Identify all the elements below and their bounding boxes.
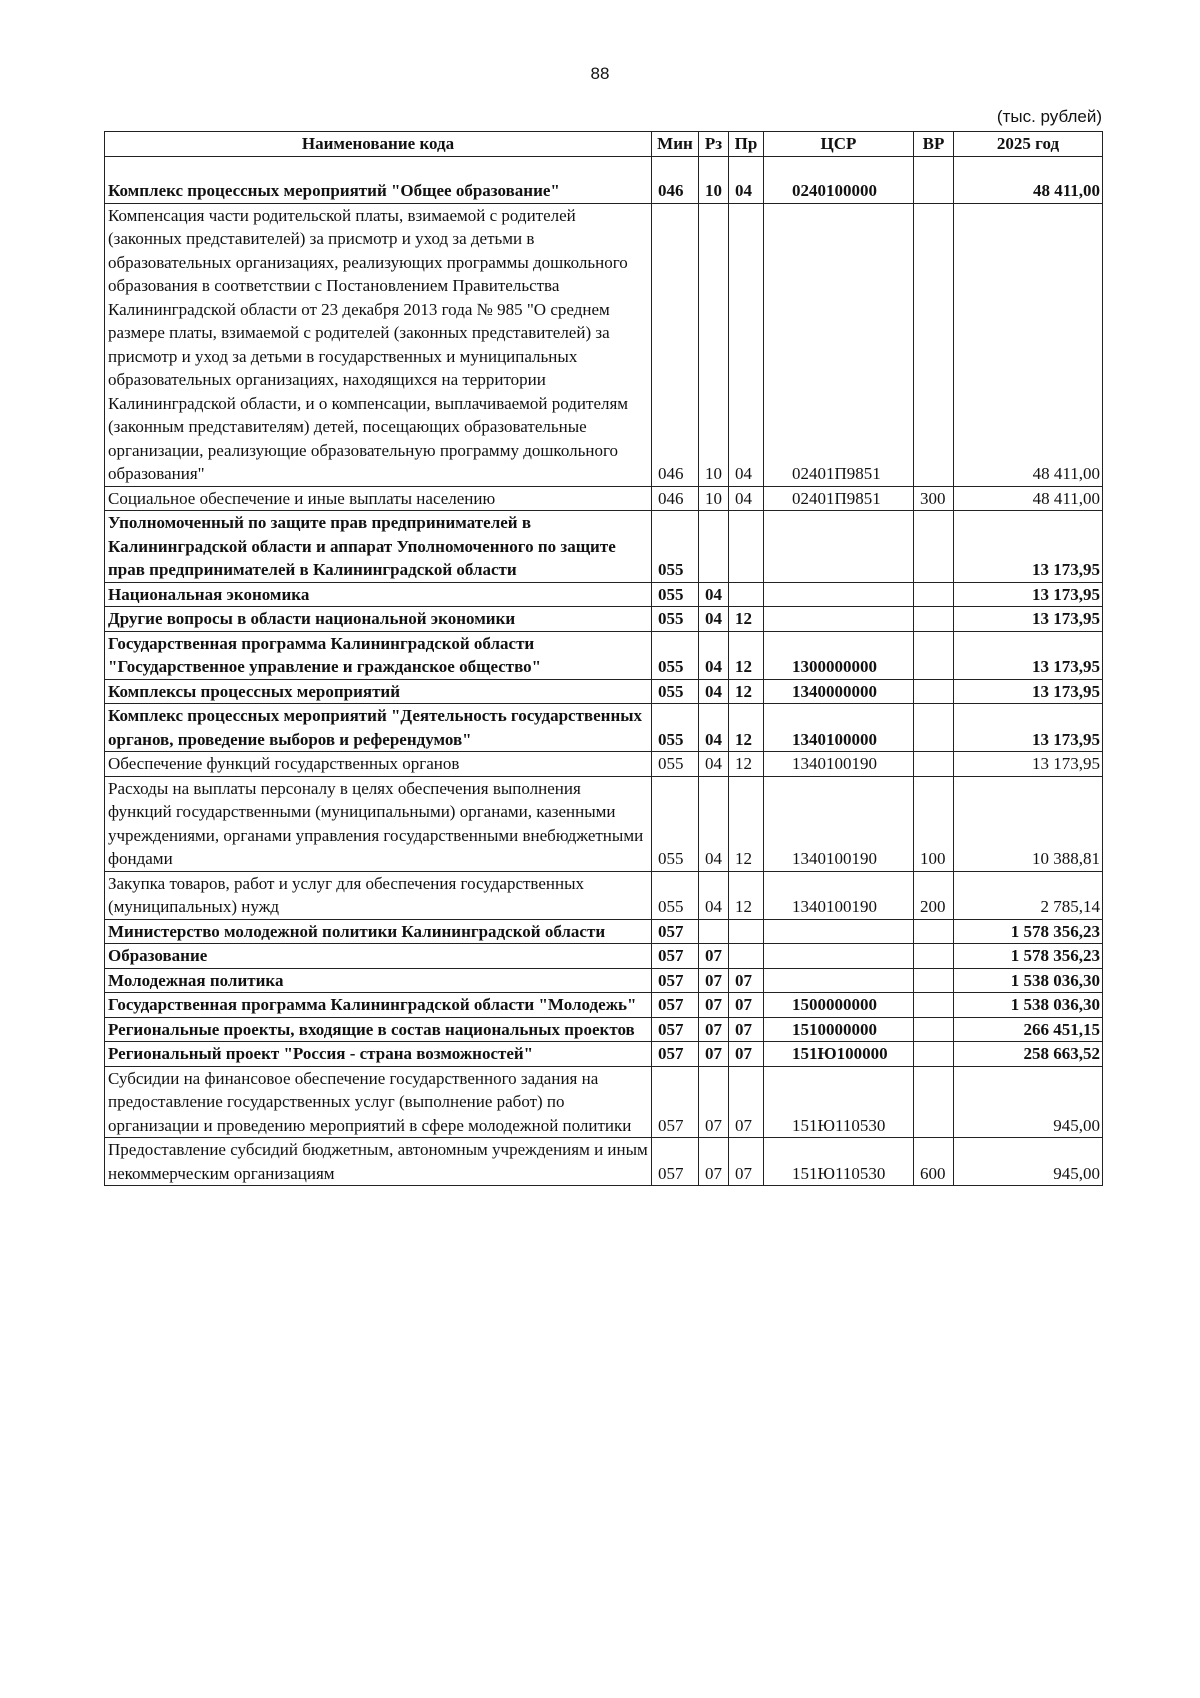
table-row [105,968,1103,993]
cell-vr [914,752,954,777]
table-row [105,1042,1103,1067]
cell-pr: 04 [729,179,764,203]
cell-pr: 07 [729,1138,764,1186]
cell-vr [914,919,954,944]
cell-vr [914,993,954,1018]
cell-csr [764,944,914,969]
cell-vr [914,968,954,993]
cell-csr: 151Ю110530 [764,1138,914,1186]
cell-rz [699,511,729,583]
table-row [105,704,1103,752]
cell-min: 055 [652,679,699,704]
table-row [105,944,1103,969]
cell-pr: 12 [729,776,764,871]
cell-sum: 13 173,95 [954,511,1103,583]
header-year: 2025 год [954,132,1103,157]
cell-vr [914,1066,954,1138]
cell-sum: 10 388,81 [954,776,1103,871]
cell-name: Комплексы процессных мероприятий [105,679,652,704]
header-csr: ЦСР [764,132,914,157]
cell-min: 055 [652,631,699,679]
cell-min: 055 [652,511,699,583]
header-name: Наименование кода [105,132,652,157]
cell-pr: 07 [729,1042,764,1067]
cell-sum: 48 411,00 [954,179,1103,203]
cell-pr: 12 [729,752,764,777]
cell-sum: 1 578 356,23 [954,944,1103,969]
cell-vr: 100 [914,776,954,871]
header-min: Мин [652,132,699,157]
cell-pr [729,582,764,607]
cell-vr [914,631,954,679]
cell-rz [699,919,729,944]
cell-vr [914,582,954,607]
cell-name: Обеспечение функций государственных органов [105,752,652,777]
budget-table [104,131,1103,1186]
cell-sum: 13 173,95 [954,607,1103,632]
cell-vr [914,203,954,486]
cell-rz: 10 [699,203,729,486]
cell-csr [764,968,914,993]
spacer-row [105,157,1103,180]
cell-csr [764,582,914,607]
cell-csr [764,511,914,583]
cell-rz: 07 [699,968,729,993]
cell-csr: 02401П9851 [764,486,914,511]
cell-name: Закупка товаров, работ и услуг для обеспечения государственных (муниципальных) нужд [105,871,652,919]
cell-name: Расходы на выплаты персоналу в целях обеспечения выполнения функций государственными (муниципальными) органами, казенными учреждениями, органами управления государственными внебюджетными фондами [105,776,652,871]
cell-name: Комплекс процессных мероприятий "Деятельность государственных органов, проведение выборов и референдумов" [105,704,652,752]
cell-vr: 200 [914,871,954,919]
cell-csr: 1340100000 [764,704,914,752]
cell-rz: 04 [699,704,729,752]
cell-min: 057 [652,944,699,969]
cell-min: 046 [652,486,699,511]
cell-min: 055 [652,871,699,919]
cell-rz: 07 [699,944,729,969]
cell-min: 055 [652,582,699,607]
cell-pr: 07 [729,1017,764,1042]
table-header-row [105,132,1103,157]
cell-rz: 04 [699,631,729,679]
cell-rz: 07 [699,1138,729,1186]
cell-sum: 2 785,14 [954,871,1103,919]
cell-pr [729,944,764,969]
cell-csr [764,607,914,632]
cell-vr [914,511,954,583]
cell-name: Региональный проект "Россия - страна возможностей" [105,1042,652,1067]
cell-name: Предоставление субсидий бюджетным, автономным учреждениям и иным некоммерческим организациям [105,1138,652,1186]
cell-vr: 300 [914,486,954,511]
cell-pr: 12 [729,704,764,752]
table-row [105,993,1103,1018]
cell-csr: 02401П9851 [764,203,914,486]
table-row [105,1066,1103,1138]
cell-rz: 04 [699,679,729,704]
cell-min: 057 [652,1066,699,1138]
cell-sum: 13 173,95 [954,752,1103,777]
cell-rz: 04 [699,607,729,632]
cell-sum: 13 173,95 [954,704,1103,752]
header-rz: Рз [699,132,729,157]
cell-sum: 48 411,00 [954,203,1103,486]
cell-min: 055 [652,752,699,777]
cell-pr: 12 [729,631,764,679]
cell-vr [914,607,954,632]
cell-vr [914,944,954,969]
cell-pr: 07 [729,968,764,993]
table-row [105,582,1103,607]
table-row [105,179,1103,203]
cell-min: 046 [652,179,699,203]
cell-name: Региональные проекты, входящие в состав национальных проектов [105,1017,652,1042]
cell-name: Образование [105,944,652,969]
cell-sum: 945,00 [954,1066,1103,1138]
cell-rz: 04 [699,776,729,871]
cell-name: Комплекс процессных мероприятий "Общее образование" [105,179,652,203]
table-row [105,203,1103,486]
table-row [105,679,1103,704]
cell-csr: 1510000000 [764,1017,914,1042]
cell-rz: 04 [699,752,729,777]
cell-min: 046 [652,203,699,486]
cell-pr: 12 [729,679,764,704]
table-row [105,1017,1103,1042]
cell-name: Государственная программа Калининградской области "Молодежь" [105,993,652,1018]
cell-csr [764,919,914,944]
cell-pr: 12 [729,607,764,632]
cell-min: 057 [652,993,699,1018]
cell-sum: 1 538 036,30 [954,993,1103,1018]
cell-name: Национальная экономика [105,582,652,607]
table-row [105,486,1103,511]
cell-csr: 1340100190 [764,752,914,777]
cell-sum: 48 411,00 [954,486,1103,511]
cell-vr [914,1042,954,1067]
cell-rz: 07 [699,1042,729,1067]
cell-pr [729,919,764,944]
cell-vr: 600 [914,1138,954,1186]
table-row [105,919,1103,944]
cell-csr: 1300000000 [764,631,914,679]
cell-pr [729,511,764,583]
units-label: (тыс. рублей) [996,107,1102,126]
cell-pr: 07 [729,993,764,1018]
cell-name: Субсидии на финансовое обеспечение государственного задания на предоставление государственных услуг (выполнение работ) по организации и проведению мероприятий в сфере молодежной политики [105,1066,652,1138]
cell-sum: 13 173,95 [954,631,1103,679]
cell-name: Молодежная политика [105,968,652,993]
cell-pr: 04 [729,486,764,511]
cell-csr: 1340100190 [764,776,914,871]
cell-rz: 04 [699,871,729,919]
header-pr: Пр [729,132,764,157]
cell-csr: 1500000000 [764,993,914,1018]
table-row [105,631,1103,679]
table-body [105,157,1103,1186]
table-row [105,1138,1103,1186]
cell-rz: 07 [699,1066,729,1138]
cell-name: Государственная программа Калининградской области "Государственное управление и гражданское общество" [105,631,652,679]
cell-min: 055 [652,607,699,632]
cell-name: Другие вопросы в области национальной экономики [105,607,652,632]
cell-sum: 266 451,15 [954,1017,1103,1042]
cell-sum: 13 173,95 [954,679,1103,704]
cell-csr: 0240100000 [764,179,914,203]
cell-min: 057 [652,919,699,944]
cell-pr: 04 [729,203,764,486]
cell-min: 057 [652,1042,699,1067]
cell-sum: 1 578 356,23 [954,919,1103,944]
cell-rz: 07 [699,993,729,1018]
cell-min: 057 [652,1017,699,1042]
cell-name: Социальное обеспечение и иные выплаты населению [105,486,652,511]
cell-csr: 151Ю110530 [764,1066,914,1138]
cell-vr [914,704,954,752]
cell-pr: 12 [729,871,764,919]
table-row [105,607,1103,632]
cell-sum: 1 538 036,30 [954,968,1103,993]
cell-min: 055 [652,704,699,752]
cell-csr: 1340100190 [764,871,914,919]
cell-pr: 07 [729,1066,764,1138]
table-row [105,511,1103,583]
cell-rz: 04 [699,582,729,607]
cell-min: 057 [652,968,699,993]
cell-sum: 258 663,52 [954,1042,1103,1067]
page-number: 88 [590,64,610,83]
cell-vr [914,179,954,203]
cell-vr [914,1017,954,1042]
table-row [105,752,1103,777]
header-vr: ВР [914,132,954,157]
table-row [105,871,1103,919]
cell-sum: 945,00 [954,1138,1103,1186]
cell-vr [914,679,954,704]
cell-csr: 151Ю100000 [764,1042,914,1067]
cell-name: Уполномоченный по защите прав предпринимателей в Калининградской области и аппарат Уполномоченного по защите прав предпринимателей в Калининградской области [105,511,652,583]
cell-rz: 10 [699,179,729,203]
table-row [105,776,1103,871]
cell-name: Министерство молодежной политики Калининградской области [105,919,652,944]
cell-min: 057 [652,1138,699,1186]
cell-rz: 10 [699,486,729,511]
cell-min: 055 [652,776,699,871]
cell-rz: 07 [699,1017,729,1042]
cell-sum: 13 173,95 [954,582,1103,607]
cell-name: Компенсация части родительской платы, взимаемой с родителей (законных представителей) за присмотр и уход за детьми в образовательных организациях, реализующих программы дошкольного образования в соответствии с Постановлением Правительства Калининградской области от 23 декабря 2013 года № 985 "О среднем размере платы, взимаемой с родителей (законных представителей) за присмотр и уход за детьми в государственных и муниципальных образовательных организациях, находящихся на территории Калининградской области, и о компенсации, выплачиваемой родителям (законным представителям) детей, посещающих образовательные организации, реализующие образовательную программу дошкольного образования" [105,203,652,486]
cell-csr: 1340000000 [764,679,914,704]
